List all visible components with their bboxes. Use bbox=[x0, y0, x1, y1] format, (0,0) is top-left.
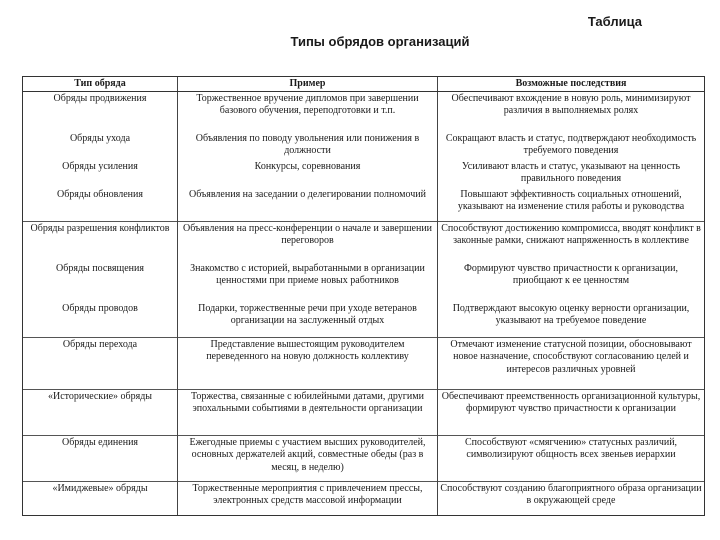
rite-type: «Имиджевые» обряды bbox=[23, 482, 178, 516]
rite-consequence: Сокращают власть и статус, подтверждают необходимость требуемого поведения bbox=[438, 132, 705, 160]
table-row bbox=[23, 302, 705, 338]
rite-type: «Исторические» обряды bbox=[23, 390, 178, 436]
rites-table bbox=[22, 76, 705, 516]
rite-type: Обряды разрешения конфликтов bbox=[23, 222, 178, 262]
table-row bbox=[23, 92, 705, 132]
rite-consequence: Способствуют созданию благоприятного образа организации в окружающей среде bbox=[438, 482, 705, 516]
rite-consequence: Способствуют достижению компромисса, вводят конфликт в законные рамки, снижают напряженность в коллективе bbox=[438, 222, 705, 262]
rite-type: Обряды единения bbox=[23, 436, 178, 482]
rite-example: Объявления на пресс-конференции о начале и завершении переговоров bbox=[178, 222, 438, 262]
rite-consequence: Повышают эффективность социальных отношений, указывают на изменение стиля работы и руководства bbox=[438, 188, 705, 222]
table-row bbox=[23, 160, 705, 188]
rite-example: Подарки, торжественные речи при уходе ветеранов организации на заслуженный отдых bbox=[178, 302, 438, 338]
table-row bbox=[23, 482, 705, 516]
table-header-row bbox=[23, 77, 705, 92]
rite-example: Конкурсы, соревнования bbox=[178, 160, 438, 188]
rite-consequence: Способствуют «смягчению» статусных различий, символизируют общность всех звеньев иерархии bbox=[438, 436, 705, 482]
rite-consequence: Подтверждают высокую оценку верности организации, указывают на требуемое поведение bbox=[438, 302, 705, 338]
header-type: Тип обряда bbox=[23, 77, 178, 92]
rite-example: Торжественное вручение дипломов при завершении базового обучения, переподготовки и т.п. bbox=[178, 92, 438, 132]
rite-consequence: Формируют чувство причастности к организации, приобщают к ее ценностям bbox=[438, 262, 705, 302]
table-row bbox=[23, 338, 705, 390]
rite-example: Объявления по поводу увольнения или понижения в должности bbox=[178, 132, 438, 160]
rite-consequence: Отмечают изменение статусной позиции, обосновывают новое назначение, способствуют согласованию целей и интересов различных уровней bbox=[438, 338, 705, 390]
rite-example: Торжества, связанные с юбилейными датами, другими эпохальными событиями в деятельности организации bbox=[178, 390, 438, 436]
rite-example: Знакомство с историей, выработанными в организации ценностями при приеме новых работников bbox=[178, 262, 438, 302]
rite-type: Обряды перехода bbox=[23, 338, 178, 390]
table-row bbox=[23, 262, 705, 302]
rite-type: Обряды обновления bbox=[23, 188, 178, 222]
header-example: Пример bbox=[178, 77, 438, 92]
rite-example: Торжественные мероприятия с привлечением прессы, электронных средств массовой информации bbox=[178, 482, 438, 516]
rite-example: Объявления на заседании о делегировании полномочий bbox=[178, 188, 438, 222]
rite-example: Представление вышестоящим руководителем переведенного на новую должность коллективу bbox=[178, 338, 438, 390]
rite-type: Обряды проводов bbox=[23, 302, 178, 338]
table-row bbox=[23, 188, 705, 222]
rite-consequence: Обеспечивают преемственность организационной культуры, формируют чувство причастности к организации bbox=[438, 390, 705, 436]
table-row bbox=[23, 132, 705, 160]
rite-consequence: Усиливают власть и статус, указывают на ценность правильного поведения bbox=[438, 160, 705, 188]
document-title: Типы обрядов организаций bbox=[290, 34, 470, 49]
table-row bbox=[23, 390, 705, 436]
rite-example: Ежегодные приемы с участием высших руководителей, основных держателей акций, совместные обеды (раз в месяц, в неделю) bbox=[178, 436, 438, 482]
rite-type: Обряды ухода bbox=[23, 132, 178, 160]
rite-type: Обряды усиления bbox=[23, 160, 178, 188]
rite-type: Обряды посвящения bbox=[23, 262, 178, 302]
table-row bbox=[23, 222, 705, 262]
rite-consequence: Обеспечивают вхождение в новую роль, минимизируют различия в выполняемых ролях bbox=[438, 92, 705, 132]
table-row bbox=[23, 436, 705, 482]
table-caption: Таблица bbox=[587, 14, 642, 29]
header-consequences: Возможные последствия bbox=[438, 77, 705, 92]
rite-type: Обряды продвижения bbox=[23, 92, 178, 132]
